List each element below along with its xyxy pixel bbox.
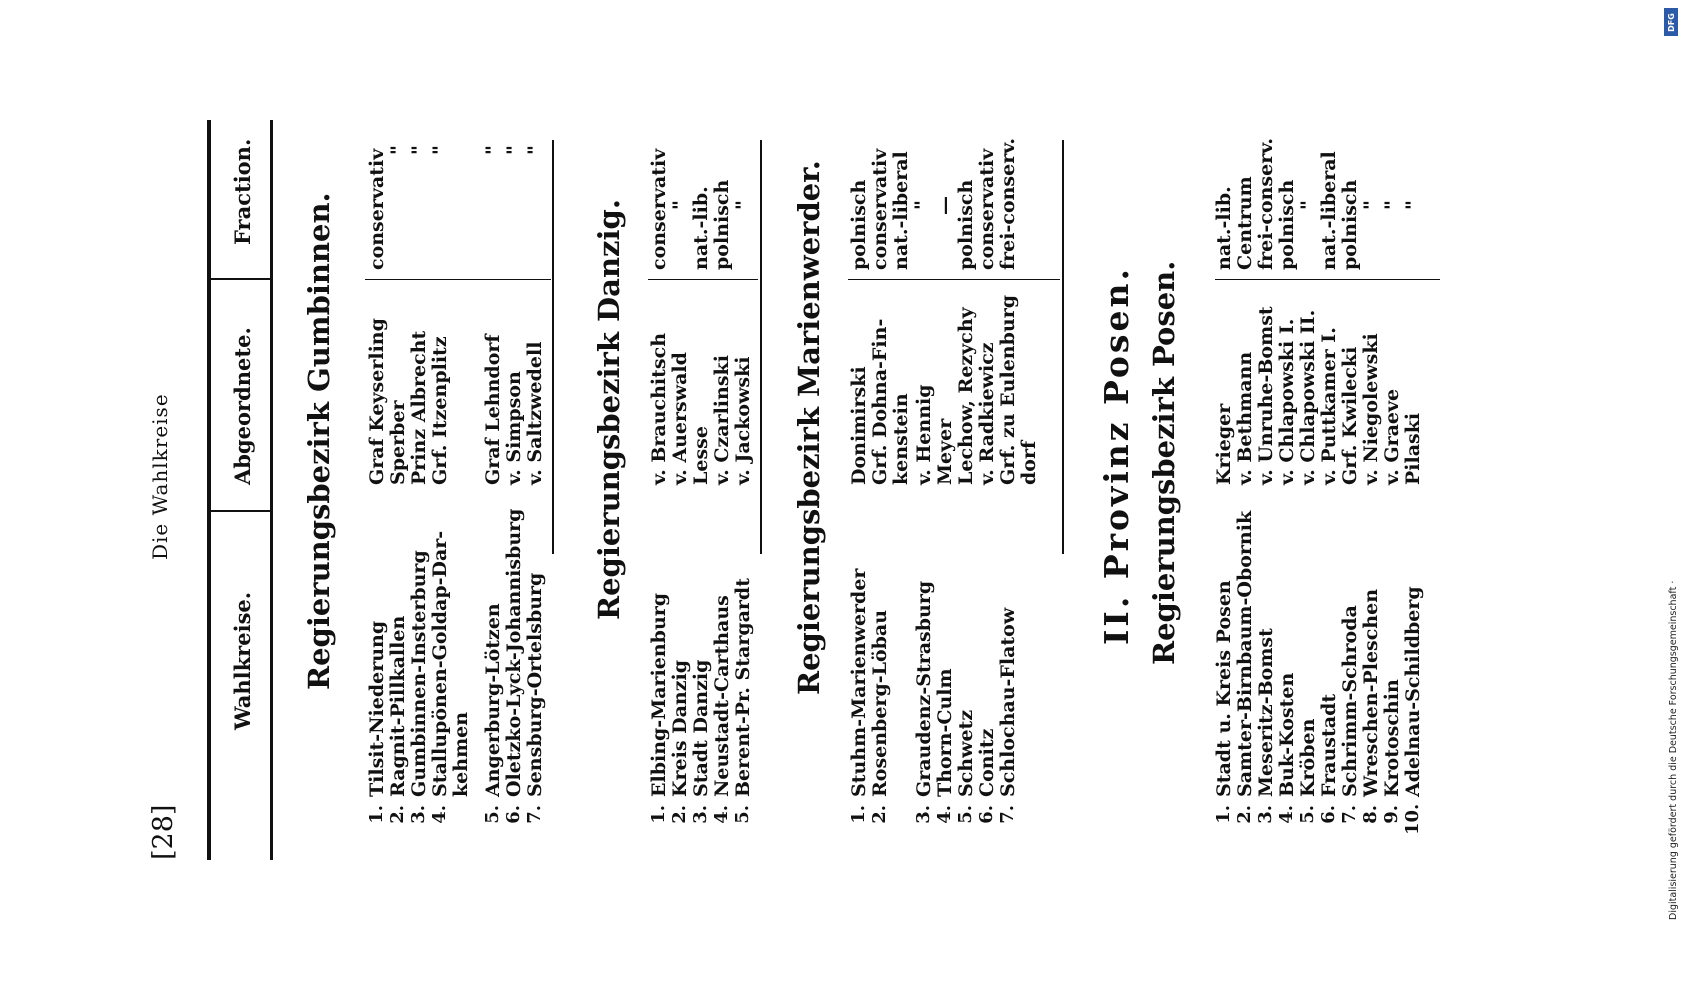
abgeordneter-cell: Pilaski [1402, 412, 1424, 485]
section-title-marienwerder: Regierungsbezirk Marienwerder. [792, 160, 826, 695]
section-divider [365, 279, 551, 280]
abgeordneter-cell: v. Bethmann [1234, 351, 1256, 485]
row-number: 3. [408, 805, 429, 824]
abgeordneter-cell: v. Simpson [503, 371, 525, 485]
row-number: 6. [1318, 805, 1339, 824]
fraction-cell: polnisch [955, 179, 977, 270]
fraction-cell: frei-conserv. [1255, 138, 1277, 270]
abgeordneter-cell: v. Graeve [1381, 388, 1403, 485]
dfg-logo [1664, 8, 1678, 36]
row-number: 5. [732, 805, 753, 824]
funding-credit [1668, 40, 1686, 940]
row-number: 5. [955, 805, 976, 824]
wahlkreis-cell: Neustadt-Carthaus [711, 595, 733, 797]
section-divider [1215, 279, 1440, 280]
abgeordneter-cell: Sperber [387, 400, 409, 485]
abgeordneter-cell: Lesse [690, 426, 712, 485]
wahlkreis-cell: Rosenberg-Löbau [869, 609, 891, 797]
section-bottom-rule [552, 140, 554, 554]
abgeordneter-cell: Graf Keyserling [366, 318, 388, 485]
row-number: 4. [934, 805, 955, 824]
fraction-cell: nat.-liberal [890, 151, 912, 270]
row-number: 4. [429, 805, 450, 824]
row-number: 8. [1360, 805, 1381, 824]
row-number: 4. [711, 805, 732, 824]
fraction-cell: nat.-lib. [690, 186, 712, 270]
fraction-cell: " [732, 200, 754, 210]
fraction-cell: conservativ [869, 148, 891, 270]
wahlkreis-cell: Kröben [1297, 718, 1319, 797]
fraction-cell: nat.-lib. [1213, 186, 1235, 270]
fraction-cell: polnisch [1276, 179, 1298, 270]
funding-credit-text: Digitalisierung gefördert durch die Deutsche Forschungsgemeinschaft · [1668, 580, 1679, 920]
row-number: 1. [648, 805, 669, 824]
section-title-danzig: Regierungsbezirk Danzig. [592, 199, 626, 620]
fraction-cell: conservativ [976, 148, 998, 270]
abgeordneter-cell: Grf. Kwilecki [1339, 346, 1361, 485]
fraction-cell: " [408, 145, 430, 155]
fraction-cell: polnisch [711, 179, 733, 270]
wahlkreis-cell: kehmen [450, 711, 472, 797]
column-header-wahlkreise: Wahlkreise. [230, 591, 255, 730]
abgeordneter-cell: dorf [1018, 440, 1040, 485]
fraction-cell: " [503, 145, 525, 155]
wahlkreis-cell: Angerburg-Lötzen [482, 603, 504, 797]
wahlkreis-cell: Thorn-Culm [934, 668, 956, 797]
fraction-cell: " [1402, 200, 1424, 210]
abgeordneter-cell: v. Czarlinski [711, 355, 733, 485]
row-number: 3. [913, 805, 934, 824]
wahlkreis-cell: Sensburg-Ortelsburg [524, 572, 546, 797]
section-divider [848, 279, 1060, 280]
abgeordneter-cell: Donimirski [848, 366, 870, 485]
abgeordneter-cell: v. Auerswald [669, 352, 691, 485]
row-number: 7. [997, 805, 1018, 824]
wahlkreis-cell: Schrimm-Schroda [1339, 605, 1361, 797]
fraction-cell: Centrum [1234, 176, 1256, 270]
wahlkreis-cell: Fraustadt [1318, 693, 1340, 797]
wahlkreis-cell: Gumbinnen-Insterburg [408, 550, 430, 797]
section-bottom-rule [760, 140, 762, 554]
section-bottom-rule [1062, 140, 1064, 554]
abgeordneter-cell: v. Puttkamer I. [1318, 327, 1340, 485]
fraction-cell: polnisch [1339, 179, 1361, 270]
abgeordneter-cell: Krieger [1213, 403, 1235, 485]
fraction-cell: nat.-liberal [1318, 151, 1340, 270]
wahlkreis-cell: Buk-Kosten [1276, 672, 1298, 797]
wahlkreis-cell: Krotoschin [1381, 679, 1403, 797]
wahlkreis-cell: Elbing-Marienburg [648, 592, 670, 797]
row-number: 3. [1255, 805, 1276, 824]
row-number: 7. [524, 805, 545, 824]
header-top-rule [207, 120, 211, 860]
row-number: 9. [1381, 805, 1402, 824]
column-header-abgeordnete: Abgeordnete. [230, 327, 255, 485]
wahlkreis-cell: Schwetz [955, 709, 977, 797]
row-number: 7. [1339, 805, 1360, 824]
row-number: 4. [1276, 805, 1297, 824]
fraction-cell: conservativ [366, 148, 388, 270]
column-header-fraction: Fraction. [230, 138, 255, 245]
abgeordneter-cell: Grf. Dohna-Fin- [869, 318, 891, 485]
row-number: 2. [669, 805, 690, 824]
wahlkreis-cell: Tilsit-Niederung [366, 620, 388, 797]
abgeordneter-cell: Graf Lehndorf [482, 334, 504, 485]
wahlkreis-cell: Stallupönen-Goldap-Dar- [429, 530, 451, 797]
row-number: 1. [1213, 805, 1234, 824]
running-head: Die Wahlkreise [148, 393, 172, 560]
header-divider-1 [211, 510, 270, 512]
abgeordneter-cell: v. Jackowski [732, 356, 754, 485]
wahlkreis-cell: Schlochau-Flatow [997, 607, 1019, 797]
page-number: [28] [148, 804, 179, 860]
fraction-cell: conservativ [648, 148, 670, 270]
row-number: 2. [387, 805, 408, 824]
fraction-cell: frei-conserv. [997, 138, 1019, 270]
fraction-cell: " [1360, 200, 1382, 210]
fraction-cell: " [387, 145, 409, 155]
province-title: II. Provinz Posen. [1097, 266, 1136, 645]
row-number: 5. [1297, 805, 1318, 824]
row-number: 1. [848, 805, 869, 824]
fraction-cell: " [429, 145, 451, 155]
wahlkreis-cell: Kreis Danzig [669, 659, 691, 797]
wahlkreis-cell: Meseritz-Bomst [1255, 628, 1277, 797]
abgeordneter-cell: Meyer [934, 418, 956, 485]
fraction-cell: " [669, 200, 691, 210]
abgeordneter-cell: Lechow, Rezychy [955, 307, 977, 485]
wahlkreis-cell: Stuhm-Marienwerder [848, 568, 870, 797]
abgeordneter-cell: v. Chlapowski II. [1297, 309, 1319, 485]
abgeordneter-cell: v. Radkiewicz [976, 342, 998, 485]
wahlkreis-cell: Oletzko-Lyck-Johannisburg [503, 508, 525, 797]
section-title-gumbinnen: Regierungsbezirk Gumbinnen. [302, 192, 336, 690]
row-number: 3. [690, 805, 711, 824]
abgeordneter-cell: v. Chlapowski I. [1276, 318, 1298, 485]
abgeordneter-cell: Grf. zu Eulenburg [997, 295, 1019, 485]
row-number: 6. [503, 805, 524, 824]
wahlkreis-cell: Ragnit-Pillkallen [387, 615, 409, 797]
header-divider-2 [211, 278, 270, 280]
header-bottom-rule [270, 120, 273, 860]
fraction-cell: polnisch [848, 179, 870, 270]
abgeordneter-cell: v. Saltzwedell [524, 341, 546, 485]
wahlkreis-cell: Graudenz-Strasburg [913, 580, 935, 797]
fraction-cell: — [934, 196, 956, 215]
fraction-cell: " [911, 200, 933, 210]
wahlkreis-cell: Conitz [976, 728, 998, 797]
abgeordneter-cell: v. Hennig [913, 384, 935, 485]
row-number: 5. [482, 805, 503, 824]
abgeordneter-cell: v. Brauchitsch [648, 332, 670, 485]
row-number: 2. [869, 805, 890, 824]
abgeordneter-cell: Grf. Itzenplitz [429, 336, 451, 485]
fraction-cell: " [1297, 200, 1319, 210]
section-title-posen: Regierungsbezirk Posen. [1147, 260, 1181, 665]
row-number: 6. [976, 805, 997, 824]
row-number: 1. [366, 805, 387, 824]
wahlkreis-cell: Samter-Birnbaum-Obornik [1234, 510, 1256, 797]
fraction-cell: " [524, 145, 546, 155]
section-divider [648, 279, 758, 280]
abgeordneter-cell: v. Unruhe-Bomst [1255, 306, 1277, 485]
fraction-cell: " [482, 145, 504, 155]
wahlkreis-cell: Stadt Danzig [690, 659, 712, 797]
wahlkreis-cell: Stadt u. Kreis Posen [1213, 580, 1235, 797]
abgeordneter-cell: kenstein [890, 393, 912, 485]
dfg-logo-text: DFG [1666, 12, 1676, 32]
wahlkreis-cell: Adelnau-Schildberg [1402, 586, 1424, 797]
wahlkreis-cell: Wreschen-Pleschen [1360, 588, 1382, 797]
abgeordneter-cell: Prinz Albrecht [408, 330, 430, 485]
fraction-cell: " [1381, 200, 1403, 210]
row-number: 10. [1402, 803, 1423, 835]
wahlkreis-cell: Berent-Pr. Stargardt [732, 578, 754, 797]
row-number: 2. [1234, 805, 1255, 824]
abgeordneter-cell: v. Niegolewski [1360, 333, 1382, 485]
